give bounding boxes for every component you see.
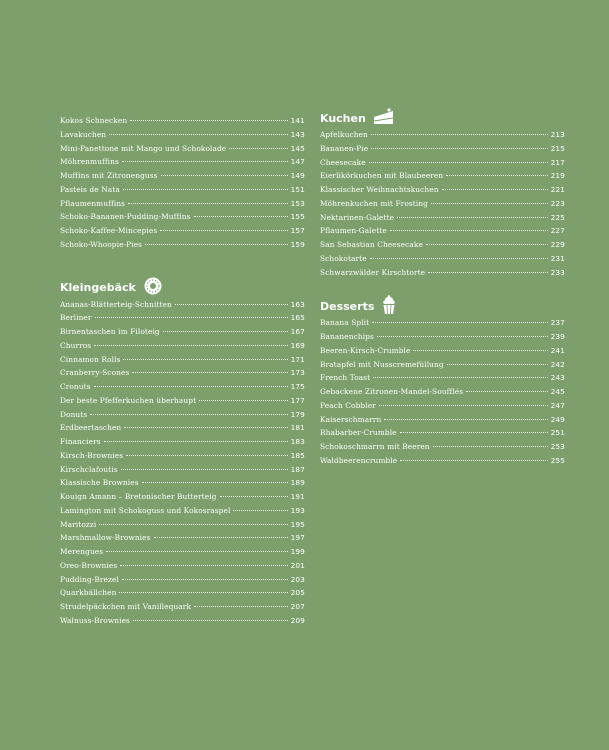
toc-entry bbox=[60, 197, 305, 211]
dot-leader bbox=[194, 216, 288, 217]
page-number: 175 bbox=[290, 382, 305, 391]
toc-entry bbox=[320, 358, 565, 372]
toc-entry bbox=[320, 316, 565, 330]
entry-title: Merengues bbox=[60, 547, 104, 556]
dot-leader bbox=[109, 134, 287, 135]
dot-leader bbox=[175, 304, 288, 305]
entry-title: Kirschclafoutis bbox=[60, 464, 118, 474]
toc-entry bbox=[60, 463, 305, 477]
entry-title: Beeren-Kirsch-Crumble bbox=[320, 345, 411, 355]
entry-title: Pflaumen-Galette bbox=[320, 226, 387, 236]
entry-title: Klassische Brownies bbox=[60, 478, 139, 488]
toc-entry bbox=[60, 573, 305, 587]
dot-leader bbox=[384, 419, 547, 420]
dot-leader bbox=[371, 148, 547, 149]
entry-title: Waldbeerencrumble bbox=[320, 455, 398, 465]
section-heading-kuchen bbox=[320, 108, 565, 128]
page-number: 217 bbox=[550, 157, 565, 167]
toc-entry bbox=[60, 238, 305, 252]
toc-entry bbox=[320, 344, 565, 358]
toc-entry bbox=[320, 413, 565, 427]
dot-leader bbox=[446, 175, 547, 176]
toc-entry bbox=[320, 252, 565, 266]
dot-leader bbox=[161, 175, 288, 176]
toc-entry bbox=[60, 504, 305, 518]
page-number: 157 bbox=[290, 226, 305, 235]
page-number: 233 bbox=[550, 267, 565, 277]
toc-entry bbox=[60, 380, 305, 394]
toc-entry bbox=[60, 614, 305, 628]
dot-leader bbox=[104, 441, 288, 442]
toc-entry bbox=[320, 224, 565, 238]
entry-title: Donuts bbox=[60, 409, 88, 419]
entry-title: French Toast bbox=[320, 373, 371, 383]
entry-title: Schoko-Whoopie-Pies bbox=[60, 239, 143, 249]
entry-title: Maritozzi bbox=[60, 519, 97, 529]
entry-title: Schoko-Bananen-Pudding-Muffins bbox=[60, 212, 191, 222]
dot-leader bbox=[400, 432, 548, 433]
dot-leader bbox=[377, 336, 548, 337]
dot-leader bbox=[379, 405, 548, 406]
toc-entry bbox=[60, 366, 305, 380]
entry-title: Lavakuchen bbox=[60, 129, 107, 139]
dot-leader bbox=[160, 230, 287, 231]
cake-slice-icon bbox=[373, 108, 395, 129]
toc-entry bbox=[60, 183, 305, 197]
dot-leader bbox=[122, 579, 288, 580]
section-heading-kleingebaeck bbox=[60, 278, 305, 298]
entry-title: Bananenchips bbox=[320, 332, 374, 341]
page-number: 169 bbox=[290, 340, 305, 350]
toc-entry bbox=[60, 559, 305, 573]
cupcake-icon bbox=[381, 295, 397, 318]
dot-leader bbox=[371, 134, 548, 135]
dot-leader bbox=[121, 469, 288, 470]
dot-leader bbox=[428, 272, 547, 273]
page-number: 173 bbox=[290, 368, 305, 378]
toc-entry bbox=[60, 449, 305, 463]
page-number: 155 bbox=[290, 212, 305, 222]
entry-title: Eierlikörkuchen mit Blaubeeren bbox=[320, 171, 444, 181]
dot-leader bbox=[90, 414, 287, 415]
toc-entry bbox=[320, 266, 565, 280]
page-number: 183 bbox=[290, 437, 305, 446]
page-number: 177 bbox=[290, 395, 305, 405]
toc-entry bbox=[320, 385, 565, 399]
toc-list-kleingebaeck bbox=[60, 298, 305, 628]
dot-leader bbox=[390, 230, 548, 231]
toc-entry bbox=[60, 224, 305, 238]
dot-leader bbox=[397, 217, 547, 218]
dot-leader bbox=[220, 496, 288, 497]
dot-leader bbox=[373, 377, 547, 378]
page-number: 165 bbox=[290, 313, 305, 323]
page-number: 195 bbox=[290, 519, 305, 529]
page-number: 193 bbox=[290, 505, 305, 515]
toc-entry bbox=[320, 330, 565, 344]
page-number: 197 bbox=[290, 533, 305, 543]
entry-title: Klassischer Weihnachtskuchen bbox=[320, 185, 439, 194]
toc-entry bbox=[60, 421, 305, 435]
page-number: 231 bbox=[550, 253, 565, 263]
toc-entry bbox=[320, 128, 565, 142]
toc-entry bbox=[320, 440, 565, 454]
entry-title: San Sebastian Cheesecake bbox=[320, 240, 423, 249]
entry-title: Quarkbällchen bbox=[60, 588, 117, 598]
entry-title: Strudelpäckchen mit Vanillequark bbox=[60, 602, 192, 611]
page-number: 237 bbox=[550, 318, 565, 328]
page-number: 243 bbox=[550, 373, 565, 383]
dot-leader bbox=[145, 244, 288, 245]
page-number: 255 bbox=[550, 455, 565, 465]
page-number: 179 bbox=[290, 409, 305, 419]
page-number: 205 bbox=[290, 588, 305, 598]
entry-title: Oreo-Brownies bbox=[60, 560, 118, 570]
entry-title: Muffins mit Zitronenguss bbox=[60, 171, 158, 180]
entry-title: Schoko-Kaffee-Mincepies bbox=[60, 226, 158, 235]
toc-entry bbox=[60, 114, 305, 128]
toc-entry bbox=[60, 600, 305, 614]
toc-entry bbox=[60, 586, 305, 600]
dot-leader bbox=[426, 244, 548, 245]
entry-title: Berliner bbox=[60, 313, 92, 323]
page-number: 251 bbox=[550, 428, 565, 438]
dot-leader bbox=[431, 203, 548, 204]
dot-leader bbox=[370, 258, 548, 259]
page-number: 159 bbox=[290, 239, 305, 249]
dot-leader bbox=[447, 364, 548, 365]
entry-title: Peach Cobbler bbox=[320, 400, 376, 410]
toc-entry bbox=[320, 454, 565, 468]
entry-title: Nektarinen-Galette bbox=[320, 212, 395, 222]
page-number: 143 bbox=[290, 129, 305, 139]
dot-leader bbox=[132, 372, 287, 373]
dot-leader bbox=[130, 120, 287, 121]
section-title: Kuchen bbox=[320, 111, 366, 125]
entry-title: Financiers bbox=[60, 437, 101, 446]
entry-title: Schokoschmarrn mit Beeren bbox=[320, 442, 430, 451]
dot-leader bbox=[142, 482, 288, 483]
entry-title: Schokotarte bbox=[320, 253, 367, 263]
entry-title: Pudding-Brezel bbox=[60, 574, 119, 584]
dot-leader bbox=[372, 322, 547, 323]
entry-title: Cinnamon Rolls bbox=[60, 354, 121, 364]
page-number: 163 bbox=[290, 299, 305, 309]
toc-entry bbox=[320, 238, 565, 252]
right-column bbox=[320, 108, 565, 468]
dot-leader bbox=[120, 565, 287, 566]
entry-title: Kouign Amann – Bretonischer Butterteig bbox=[60, 492, 217, 501]
page-number: 153 bbox=[290, 198, 305, 208]
page-number: 219 bbox=[550, 171, 565, 181]
dot-leader bbox=[94, 386, 288, 387]
donut-icon bbox=[143, 276, 163, 299]
toc-entry bbox=[60, 155, 305, 169]
dot-leader bbox=[123, 189, 288, 190]
page-number: 149 bbox=[290, 171, 305, 180]
page-number: 147 bbox=[290, 157, 305, 167]
dot-leader bbox=[123, 359, 287, 360]
dot-leader bbox=[466, 391, 547, 392]
page-number: 253 bbox=[550, 442, 565, 451]
dot-leader bbox=[106, 551, 287, 552]
page-number: 199 bbox=[290, 547, 305, 556]
entry-title: Walnuss-Brownies bbox=[60, 615, 130, 625]
page-number: 191 bbox=[290, 492, 305, 501]
toc-entry bbox=[60, 311, 305, 325]
entry-title: Rhabarber-Crumble bbox=[320, 428, 397, 438]
page-number: 141 bbox=[290, 116, 305, 125]
toc-entry bbox=[60, 353, 305, 367]
entry-title: Gebackene Zitronen-Mandel-Soufflés bbox=[320, 387, 464, 396]
toc-entry bbox=[320, 426, 565, 440]
entry-title: Cronuts bbox=[60, 382, 91, 391]
left-column bbox=[60, 114, 305, 628]
dot-leader bbox=[99, 524, 287, 525]
page-number: 151 bbox=[290, 184, 305, 194]
page-number: 203 bbox=[290, 574, 305, 584]
dot-leader bbox=[154, 537, 288, 538]
page-number: 189 bbox=[290, 478, 305, 488]
entry-title: Cheesecake bbox=[320, 157, 366, 167]
toc-entry bbox=[60, 531, 305, 545]
toc-entry bbox=[320, 371, 565, 385]
toc-entry bbox=[320, 399, 565, 413]
toc-entry bbox=[60, 490, 305, 504]
entry-title: Bananen-Pie bbox=[320, 143, 369, 153]
page-number: 145 bbox=[290, 143, 305, 153]
dot-leader bbox=[413, 350, 547, 351]
entry-title: Lamington mit Schokoguss und Kokosraspel bbox=[60, 505, 231, 515]
page-number: 229 bbox=[550, 240, 565, 249]
page-number: 221 bbox=[550, 185, 565, 194]
page-number: 242 bbox=[550, 359, 565, 369]
toc-entry bbox=[320, 197, 565, 211]
toc-entry bbox=[320, 156, 565, 170]
dot-leader bbox=[369, 162, 548, 163]
page-number: 249 bbox=[550, 414, 565, 424]
dot-leader bbox=[163, 331, 288, 332]
page-number: 167 bbox=[290, 327, 305, 336]
entry-title: Ananas-Blätterteig-Schnitten bbox=[60, 299, 172, 309]
dot-leader bbox=[94, 345, 287, 346]
page-number: 201 bbox=[290, 560, 305, 570]
toc-entry bbox=[60, 545, 305, 559]
toc-entry bbox=[60, 210, 305, 224]
toc-entry bbox=[320, 169, 565, 183]
page-number: 185 bbox=[290, 450, 305, 460]
page-number: 181 bbox=[290, 423, 305, 433]
page-number: 245 bbox=[550, 387, 565, 396]
dot-leader bbox=[442, 189, 548, 190]
toc-list-desserts bbox=[320, 316, 565, 467]
toc-entry bbox=[60, 518, 305, 532]
entry-title: Pflaumenmuffins bbox=[60, 198, 126, 208]
dot-leader bbox=[128, 203, 288, 204]
toc-entry bbox=[60, 325, 305, 339]
section-heading-desserts bbox=[320, 296, 565, 316]
page-number: 213 bbox=[550, 130, 565, 139]
entry-title: Pasteis de Nata bbox=[60, 184, 120, 194]
page-number: 187 bbox=[290, 464, 305, 474]
toc-entry bbox=[320, 183, 565, 197]
entry-title: Churros bbox=[60, 340, 92, 350]
dot-leader bbox=[229, 148, 287, 149]
page-number: 215 bbox=[550, 143, 565, 153]
toc-entry bbox=[320, 142, 565, 156]
section-title: Desserts bbox=[320, 299, 375, 313]
page-number: 225 bbox=[550, 212, 565, 222]
dot-leader bbox=[433, 446, 548, 447]
dot-leader bbox=[194, 606, 288, 607]
dot-leader bbox=[199, 400, 287, 401]
dot-leader bbox=[126, 455, 287, 456]
toc-entry bbox=[60, 476, 305, 490]
entry-title: Kirsch-Brownies bbox=[60, 450, 124, 460]
entry-title: Mini-Panettone mit Mango und Schokolade bbox=[60, 143, 227, 153]
dot-leader bbox=[233, 510, 287, 511]
toc-entry bbox=[60, 394, 305, 408]
page-number: 171 bbox=[290, 354, 305, 364]
toc-entry bbox=[60, 169, 305, 183]
page-number: 209 bbox=[290, 615, 305, 625]
toc-entry bbox=[60, 408, 305, 422]
toc-entry bbox=[320, 211, 565, 225]
page-number: 227 bbox=[550, 226, 565, 236]
entry-title: Bratapfel mit Nusscremefüllung bbox=[320, 359, 444, 369]
entry-title: Möhrenmuffins bbox=[60, 157, 119, 167]
page-number: 239 bbox=[550, 332, 565, 341]
toc-list-continued bbox=[60, 114, 305, 252]
toc-entry bbox=[60, 298, 305, 312]
entry-title: Der beste Pfefferkuchen überhaupt bbox=[60, 395, 197, 405]
page-number: 241 bbox=[550, 345, 565, 355]
page-number: 223 bbox=[550, 198, 565, 208]
entry-title: Cranberry-Scones bbox=[60, 368, 130, 378]
page-number: 247 bbox=[550, 400, 565, 410]
entry-title: Erdbeertaschen bbox=[60, 423, 122, 433]
toc-entry bbox=[60, 435, 305, 449]
dot-leader bbox=[122, 161, 288, 162]
toc-entry bbox=[60, 142, 305, 156]
entry-title: Schwarzwälder Kirschtorte bbox=[320, 267, 426, 277]
entry-title: Apfelkuchen bbox=[320, 130, 368, 139]
toc-entry bbox=[60, 128, 305, 142]
page-number: 207 bbox=[290, 602, 305, 611]
section-title: Kleingebäck bbox=[60, 281, 136, 294]
toc-entry bbox=[60, 339, 305, 353]
dot-leader bbox=[133, 620, 288, 621]
entry-title: Banana Split bbox=[320, 318, 370, 328]
entry-title: Kaiserschmarrn bbox=[320, 414, 382, 424]
dot-leader bbox=[95, 317, 288, 318]
dot-leader bbox=[400, 460, 547, 461]
dot-leader bbox=[124, 427, 287, 428]
dot-leader bbox=[119, 592, 287, 593]
entry-title: Möhrenkuchen mit Frosting bbox=[320, 198, 428, 208]
entry-title: Birnentaschen im Filoteig bbox=[60, 327, 160, 336]
entry-title: Marshmallow-Brownies bbox=[60, 533, 151, 543]
toc-list-kuchen bbox=[320, 128, 565, 279]
entry-title: Kokos Schnecken bbox=[60, 116, 128, 125]
